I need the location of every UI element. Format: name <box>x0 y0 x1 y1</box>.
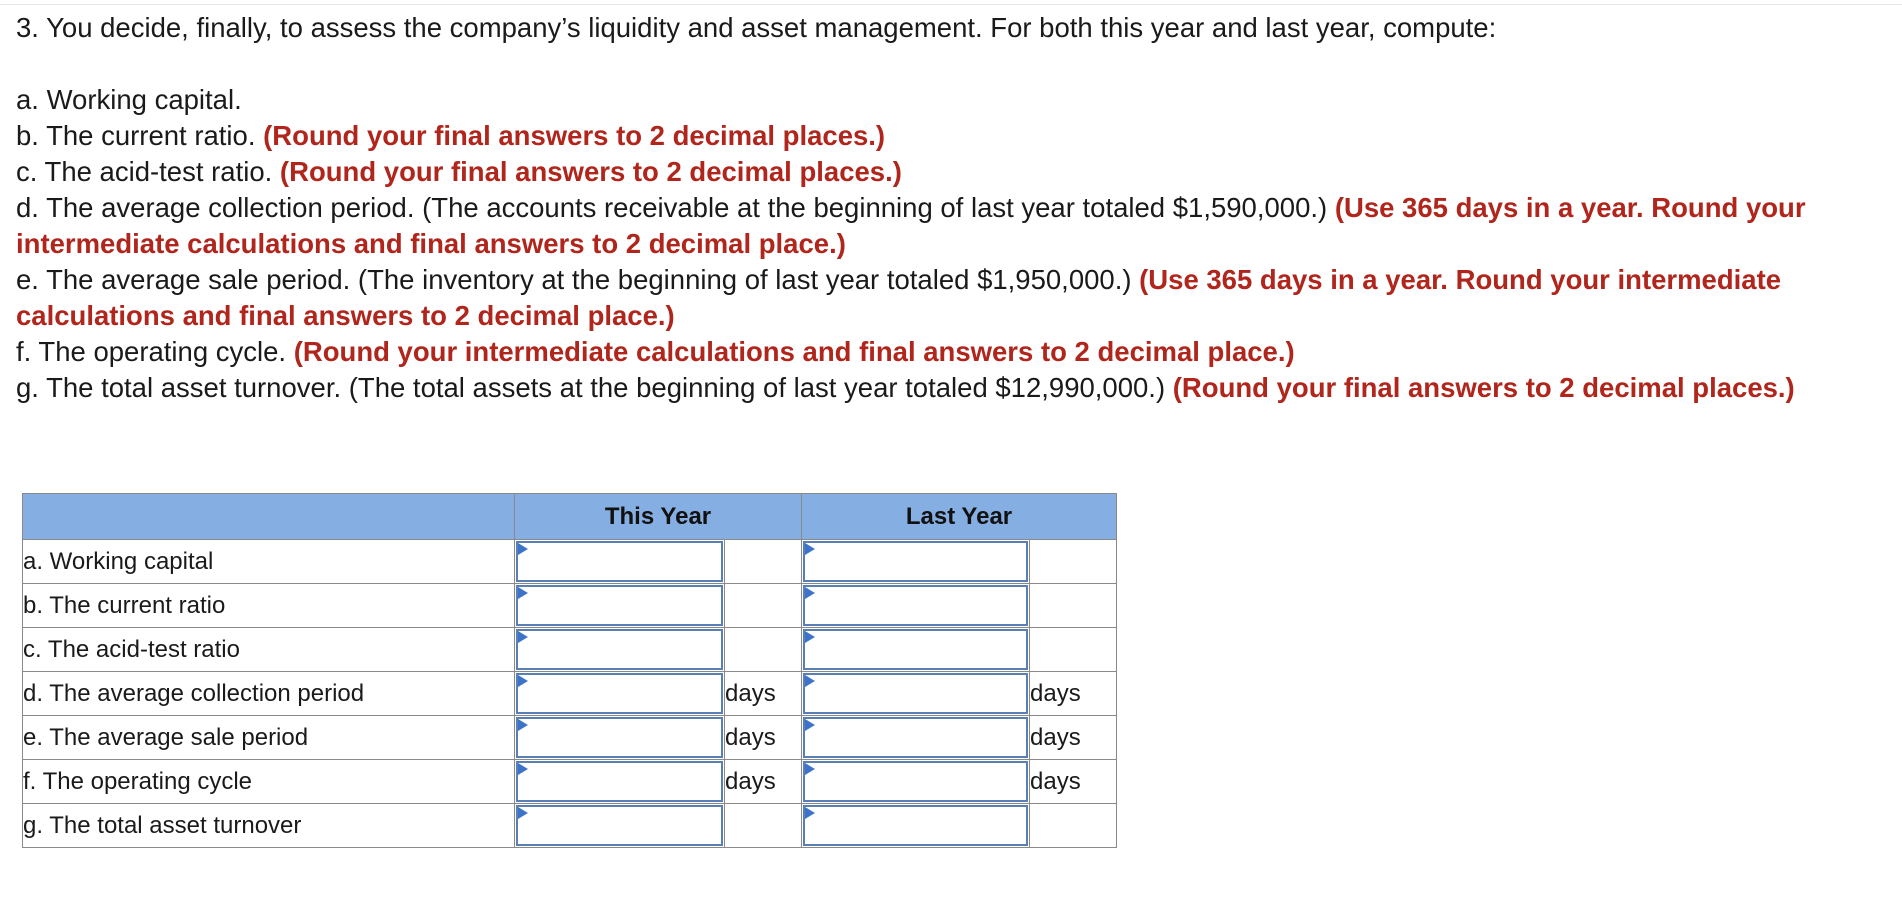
item-c <box>16 154 1896 190</box>
input-marker-icon <box>518 543 528 555</box>
input-marker-icon <box>518 631 528 643</box>
last-year-cell <box>802 584 1030 628</box>
item-d-note: (Use 365 days in a year. Round your intermediate calculations and final answers to 2 decimal place.) <box>16 192 1806 259</box>
item-e-note: (Use 365 days in a year. Round your intermediate calculations and final answers to 2 decimal place.) <box>16 264 1782 331</box>
last-year-cell <box>802 760 1030 804</box>
this-year-cell <box>515 716 725 760</box>
header-last-year: Last Year <box>802 494 1117 540</box>
this-year-cell <box>515 540 725 584</box>
item-c-text: c. The acid-test ratio. <box>16 156 280 187</box>
this-year-input[interactable] <box>516 717 723 758</box>
this-year-cell <box>515 672 725 716</box>
item-f-note: (Round your intermediate calculations and final answers to 2 decimal place.) <box>293 336 1295 367</box>
last-year-unit: days <box>1030 716 1117 760</box>
input-marker-icon <box>805 719 815 731</box>
row-label: e. The average sale period <box>23 716 515 760</box>
item-g-text: g. The total asset turnover. (The total assets at the beginning of last year totaled $12,990,000.) <box>16 372 1173 403</box>
this-year-unit <box>725 540 802 584</box>
last-year-unit: days <box>1030 760 1117 804</box>
item-d-text: d. The average collection period. (The accounts receivable at the beginning of last year totaled $1,590,000.) <box>16 192 1335 223</box>
input-marker-icon <box>805 631 815 643</box>
last-year-input[interactable] <box>803 629 1028 670</box>
this-year-cell <box>515 584 725 628</box>
this-year-unit <box>725 628 802 672</box>
input-marker-icon <box>805 807 815 819</box>
input-marker-icon <box>518 719 528 731</box>
item-b-text: b. The current ratio. <box>16 120 264 151</box>
this-year-input[interactable] <box>516 673 723 714</box>
input-marker-icon <box>518 587 528 599</box>
table-row <box>23 760 1117 804</box>
this-year-unit <box>725 584 802 628</box>
last-year-unit <box>1030 804 1117 848</box>
this-year-input[interactable] <box>516 805 723 846</box>
last-year-unit: days <box>1030 672 1117 716</box>
last-year-cell <box>802 540 1030 584</box>
item-d <box>16 190 1896 262</box>
input-marker-icon <box>518 807 528 819</box>
table-row <box>23 584 1117 628</box>
item-b-note: (Round your final answers to 2 decimal places.) <box>263 120 886 151</box>
this-year-input[interactable] <box>516 629 723 670</box>
header-label-blank <box>23 494 515 540</box>
last-year-unit <box>1030 584 1117 628</box>
item-a <box>16 82 1896 118</box>
header-this-year: This Year <box>515 494 802 540</box>
row-label: d. The average collection period <box>23 672 515 716</box>
table-row <box>23 540 1117 584</box>
question-intro: 3. You decide, finally, to assess the company’s liquidity and asset management. For both this year and last year, compute: <box>16 12 1497 43</box>
last-year-input[interactable] <box>803 541 1028 582</box>
answer-table <box>22 493 1117 848</box>
last-year-unit <box>1030 628 1117 672</box>
this-year-unit <box>725 804 802 848</box>
item-c-note: (Round your final answers to 2 decimal places.) <box>279 156 902 187</box>
last-year-unit <box>1030 540 1117 584</box>
item-e-text: e. The average sale period. (The inventory at the beginning of last year totaled $1,950,000.) <box>16 264 1140 295</box>
row-label: f. The operating cycle <box>23 760 515 804</box>
this-year-unit: days <box>725 672 802 716</box>
last-year-cell <box>802 804 1030 848</box>
this-year-input[interactable] <box>516 585 723 626</box>
this-year-cell <box>515 760 725 804</box>
row-label: g. The total asset turnover <box>23 804 515 848</box>
this-year-input[interactable] <box>516 761 723 802</box>
this-year-cell <box>515 628 725 672</box>
row-label: b. The current ratio <box>23 584 515 628</box>
last-year-input[interactable] <box>803 673 1028 714</box>
last-year-input[interactable] <box>803 585 1028 626</box>
item-g <box>16 370 1896 406</box>
table-row <box>23 804 1117 848</box>
this-year-cell <box>515 804 725 848</box>
item-b <box>16 118 1896 154</box>
input-marker-icon <box>518 763 528 775</box>
item-f <box>16 334 1896 370</box>
item-f-text: f. The operating cycle. <box>16 336 294 367</box>
input-marker-icon <box>805 763 815 775</box>
item-e <box>16 262 1896 334</box>
last-year-cell <box>802 716 1030 760</box>
input-marker-icon <box>805 587 815 599</box>
last-year-cell <box>802 628 1030 672</box>
input-marker-icon <box>518 675 528 687</box>
item-g-note: (Round your final answers to 2 decimal places.) <box>1172 372 1795 403</box>
input-marker-icon <box>805 675 815 687</box>
table-row <box>23 628 1117 672</box>
header-row <box>23 494 1117 540</box>
this-year-input[interactable] <box>516 541 723 582</box>
row-label: a. Working capital <box>23 540 515 584</box>
this-year-unit: days <box>725 716 802 760</box>
row-label: c. The acid-test ratio <box>23 628 515 672</box>
last-year-input[interactable] <box>803 761 1028 802</box>
last-year-input[interactable] <box>803 805 1028 846</box>
top-divider <box>0 4 1902 5</box>
last-year-input[interactable] <box>803 717 1028 758</box>
item-a-text: a. Working capital. <box>16 84 242 115</box>
this-year-unit: days <box>725 760 802 804</box>
last-year-cell <box>802 672 1030 716</box>
input-marker-icon <box>805 543 815 555</box>
table-row <box>23 672 1117 716</box>
question-text <box>16 10 1896 406</box>
table-row <box>23 716 1117 760</box>
